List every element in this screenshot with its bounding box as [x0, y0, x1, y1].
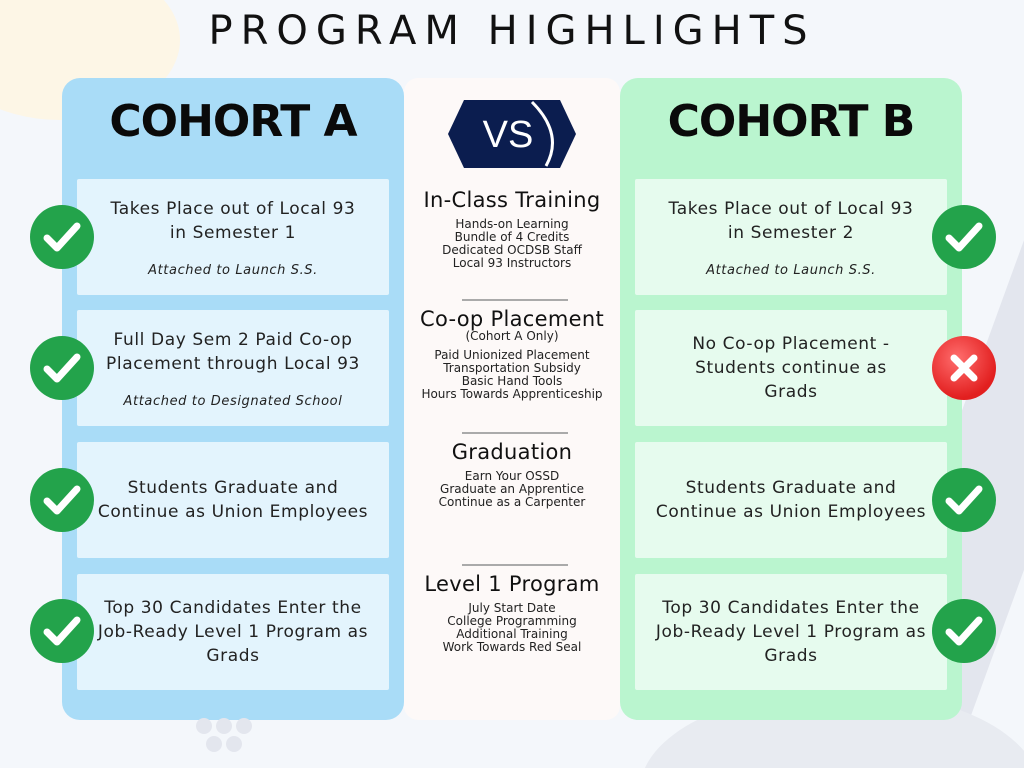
section-item: Continue as a Carpenter: [438, 495, 586, 509]
checkmark-icon: [30, 205, 94, 269]
checkmark-icon: [932, 468, 996, 532]
card-subtext: Attached to Launch S.S.: [148, 262, 318, 278]
card-subtext: Attached to Launch S.S.: [706, 262, 876, 278]
section-item: July Start Date: [468, 601, 556, 615]
divider: [462, 432, 568, 434]
cohort-a-card: [77, 442, 389, 558]
section-title: Co-op Placement: [420, 307, 604, 331]
cohort-b-panel: [620, 78, 962, 720]
cross-icon: [932, 336, 996, 400]
section-level-1-program: [404, 572, 620, 654]
card-text: Top 30 Candidates Enter the Job-Ready Level 1 Program as Grads: [655, 598, 927, 666]
section-co-op-placement: [404, 307, 620, 401]
section-title: Graduation: [451, 440, 573, 464]
card-text: Students Graduate and Continue as Union Employees: [97, 478, 369, 522]
section-item: Hours Towards Apprenticeship: [421, 387, 603, 401]
section-item: Basic Hand Tools: [461, 374, 563, 388]
comparison-details-panel: [404, 78, 620, 720]
section-item: Local 93 Instructors: [452, 256, 572, 270]
card-text: Top 30 Candidates Enter the Job-Ready Level 1 Program as Grads: [97, 598, 369, 666]
cohort-a-card: [77, 310, 389, 426]
cohort-b-title: COHORT B: [667, 96, 915, 147]
section-note: (Cohort A Only): [465, 329, 559, 343]
cohort-a-card: [77, 574, 389, 690]
checkmark-icon: [30, 336, 94, 400]
section-item: Bundle of 4 Credits: [454, 230, 570, 244]
card-text: Takes Place out of Local 93 in Semester 2: [668, 198, 914, 243]
divider: [462, 564, 568, 566]
card-text: Takes Place out of Local 93 in Semester 1: [110, 198, 356, 243]
checkmark-icon: [30, 468, 94, 532]
divider: [462, 299, 568, 301]
cohort-a-panel: [62, 78, 404, 720]
checkmark-icon: [30, 599, 94, 663]
card-text: Students Graduate and Continue as Union Employees: [655, 478, 927, 522]
section-item: Transportation Subsidy: [443, 361, 581, 375]
section-title: Level 1 Program: [424, 572, 600, 596]
card-text: No Co-op Placement - Students continue as Grads: [692, 334, 890, 402]
section-in-class-training: [404, 188, 620, 270]
section-item: Earn Your OSSD: [464, 469, 560, 483]
vs-badge-icon: [446, 98, 578, 170]
vs-label: VS: [482, 114, 534, 156]
card-subtext: Attached to Designated School: [123, 393, 343, 409]
cohort-b-card: [635, 179, 947, 295]
cohort-a-title: COHORT A: [109, 96, 357, 147]
card-text: Full Day Sem 2 Paid Co-op Placement through Local 93: [106, 329, 360, 374]
section-item: College Programming: [447, 614, 577, 628]
section-item: Dedicated OCDSB Staff: [442, 243, 582, 257]
section-item: Work Towards Red Seal: [442, 640, 582, 654]
section-item: Hands-on Learning: [455, 217, 569, 231]
page-title: PROGRAM HIGHLIGHTS: [208, 8, 816, 54]
section-item: Graduate an Apprentice: [440, 482, 584, 496]
cohort-a-card: [77, 179, 389, 295]
cohort-b-card: [635, 310, 947, 426]
section-title: In-Class Training: [423, 188, 601, 212]
checkmark-icon: [932, 599, 996, 663]
cohort-b-card: [635, 442, 947, 558]
section-item: Additional Training: [456, 627, 568, 641]
section-graduation: [404, 440, 620, 509]
section-item: Paid Unionized Placement: [434, 348, 590, 362]
cohort-b-card: [635, 574, 947, 690]
checkmark-icon: [932, 205, 996, 269]
